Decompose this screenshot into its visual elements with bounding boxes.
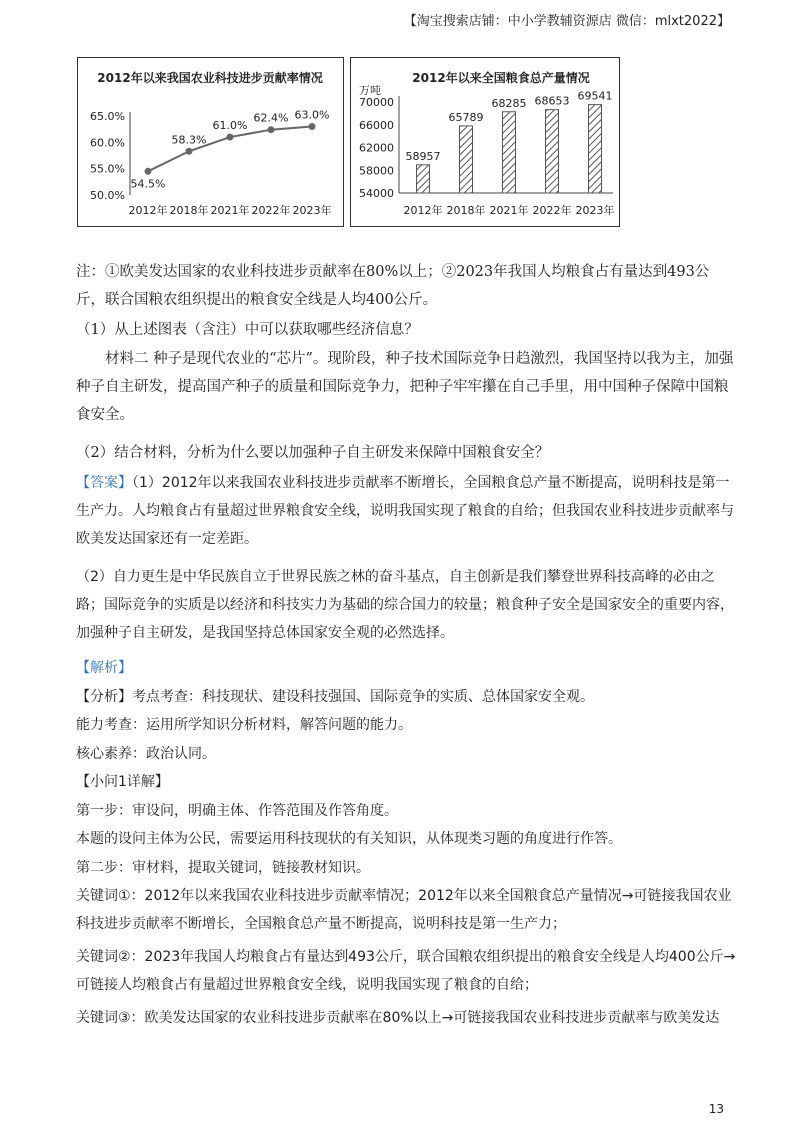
x-tick-label: 2021年 xyxy=(489,204,529,217)
y-tick-label: 54000 xyxy=(359,187,394,200)
x-tick-label: 2012年 xyxy=(403,204,443,217)
x-tick-label: 2023年 xyxy=(292,204,332,217)
line-chart-svg xyxy=(78,58,343,226)
bar xyxy=(417,165,430,193)
chart-title: 2012年以来我国农业科技进步贡献率情况 xyxy=(97,71,323,85)
analysis-points: 【分析】考点考查：科技现状、建设科技强国、国际竞争的实质、总体国家安全观。 xyxy=(76,689,594,705)
bar xyxy=(589,105,602,193)
answer-part-1 xyxy=(76,469,736,553)
data-label: 65789 xyxy=(448,110,484,124)
data-label: 69541 xyxy=(577,89,613,103)
chart-title: 2012年以来全国粮食总产量情况 xyxy=(412,71,590,85)
data-label: 63.0% xyxy=(294,108,330,122)
data-point xyxy=(268,126,275,133)
keyword-1: 关键词①：2012年以来我国农业科技进步贡献率情况；2012年以来全国粮食总产量情况→可链接我国农业科技进步贡献率不断增长，全国粮食总产量不断提高，说明科技是第一生产力； xyxy=(76,888,732,932)
bar xyxy=(546,110,559,193)
page-header: 【淘宝搜索店铺：中小学教辅资源店 微信：mlxt2022】 xyxy=(403,14,730,29)
x-tick-label: 2012年 xyxy=(128,204,168,217)
page-number: 13 xyxy=(708,1102,724,1116)
step-1: 第一步：审设问，明确主体、作答范围及作答角度。 xyxy=(76,803,398,819)
line-chart-agri-contribution xyxy=(77,57,344,227)
keyword-2: 关键词②：2023年我国人均粮食占有量达到493公斤，联合国粮农组织提出的粮食安全线是人均400公斤→可链接人均粮食占有量超过世界粮食安全线，说明我国实现了粮食的自给； xyxy=(76,949,736,993)
bar xyxy=(503,112,516,193)
bar xyxy=(460,126,473,193)
material-2: 材料二 种子是现代农业的“芯片”。现阶段，种子技术国际竞争日趋激烈，我国坚持以我为主，加强种子自主研发，提高国产种子的质量和国际竞争力，把种子牢牢攥在自己手里，用中国种子保障中国粮食安全。 xyxy=(76,351,734,423)
data-point xyxy=(145,168,152,175)
sub-question-1-heading: 【小问1详解】 xyxy=(76,774,169,790)
data-point xyxy=(309,123,316,130)
x-tick-label: 2018年 xyxy=(169,204,209,217)
answer-part-2: （2）自力更生是中华民族自立于世界民族之林的奋斗基点，自主创新是我们攀登世界科技高峰的必由之路；国际竞争的实质是以经济和科技实力为基础的综合国力的较量；粮食种子安全是国家安全的重要内容，加强种子自主研发，是我国坚持总体国家安全观的必然选择。 xyxy=(76,569,734,641)
data-point xyxy=(227,134,234,141)
y-tick-label: 66000 xyxy=(359,118,394,132)
y-tick-label: 60.0% xyxy=(90,136,125,150)
data-label: 54.5% xyxy=(130,177,166,191)
chart-note: 注：①欧美发达国家的农业科技进步贡献率在80%以上；②2023年我国人均粮食占有量达到493公斤，联合国粮农组织提出的粮食安全线是人均400公斤。 xyxy=(76,264,710,308)
data-label: 58.3% xyxy=(171,133,207,147)
x-tick-label: 2023年 xyxy=(575,204,615,217)
step-1-detail: 本题的设问主体为公民，需要运用科技现状的有关知识，从体现类习题的角度进行作答。 xyxy=(76,831,622,847)
x-tick-label: 2018年 xyxy=(446,204,486,217)
x-tick-label: 2022年 xyxy=(532,204,572,217)
data-label: 62.4% xyxy=(253,111,289,125)
question-1: （1）从上述图表（含注）中可以获取哪些经济信息？ xyxy=(76,322,419,338)
x-tick-label: 2021年 xyxy=(210,204,250,217)
y-axis-unit: 万吨 xyxy=(359,84,381,97)
y-tick-label: 55.0% xyxy=(90,162,125,176)
step-2: 第二步：审材料，提取关键词，链接教材知识。 xyxy=(76,860,370,876)
y-tick-label: 58000 xyxy=(359,164,394,178)
data-label: 68653 xyxy=(534,94,570,108)
answer-1-text: （1）2012年以来我国农业科技进步贡献率不断增长，全国粮食总产量不断提高，说明科技是第一生产力。人均粮食占有量超过世界粮食安全线，说明我国实现了粮食的自给；但我国农业科技进步贡献率与欧美发达国家还有一定差距。 xyxy=(76,475,734,547)
bar-chart-svg xyxy=(351,58,619,226)
core-literacy: 核心素养：政治认同。 xyxy=(76,746,216,762)
bar-chart-grain-output xyxy=(350,57,620,227)
y-tick-label: 65.0% xyxy=(90,110,125,123)
data-point xyxy=(186,148,193,155)
keyword-3: 关键词③：欧美发达国家的农业科技进步贡献率在80%以上→可链接我国农业科技进步贡献率与欧美发达 xyxy=(76,1010,720,1026)
data-label: 61.0% xyxy=(212,119,248,133)
y-tick-label: 70000 xyxy=(359,96,394,109)
ability-check: 能力考查：运用所学知识分析材料，解答问题的能力。 xyxy=(76,717,412,733)
y-tick-label: 62000 xyxy=(359,141,394,155)
question-2: （2）结合材料，分析为什么要以加强种子自主研发来保障中国粮食安全？ xyxy=(76,445,550,461)
data-label: 58957 xyxy=(405,149,441,163)
data-label: 68285 xyxy=(491,96,527,110)
analysis-tag: 【解析】 xyxy=(76,660,132,676)
answer-tag: 【答案】 xyxy=(76,475,132,491)
y-tick-label: 50.0% xyxy=(90,189,125,202)
x-tick-label: 2022年 xyxy=(251,204,291,217)
